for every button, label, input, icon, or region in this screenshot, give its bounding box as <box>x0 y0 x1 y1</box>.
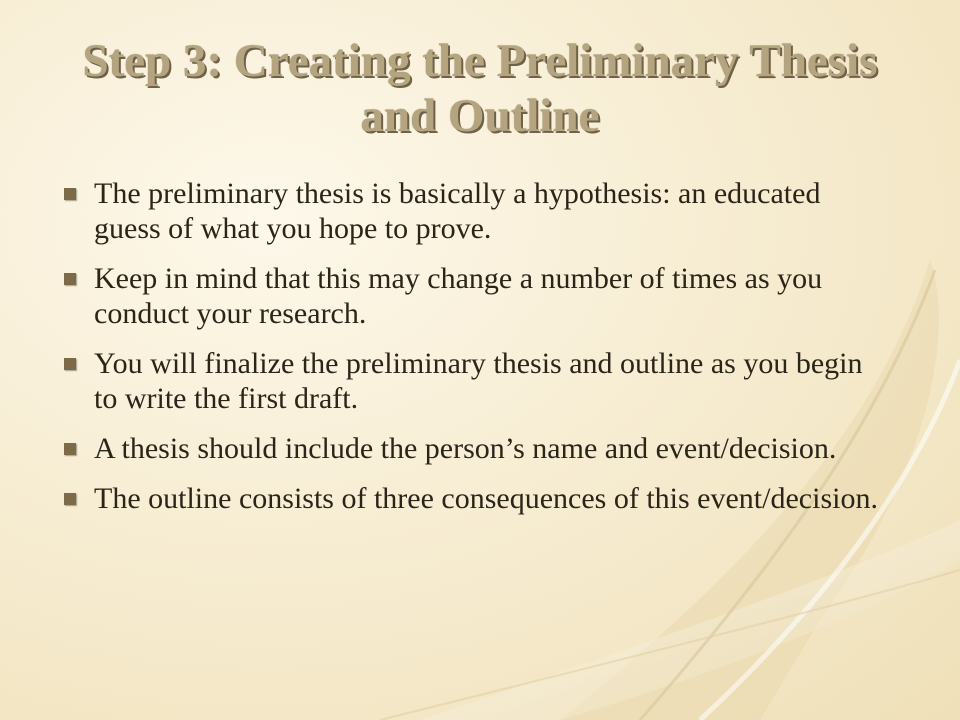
bullet-text: A thesis should include the person’s name and event/decision. <box>94 432 837 465</box>
bullet-text: The outline consists of three consequences of this event/decision. <box>94 482 878 515</box>
bullet-item <box>60 431 890 466</box>
bullet-text: You will finalize the preliminary thesis and outline as you begin to write the first draft. <box>94 347 863 415</box>
bullet-item <box>60 481 890 516</box>
square-bullet-icon <box>64 493 76 505</box>
bullet-item <box>60 346 890 416</box>
bullet-text: The preliminary thesis is basically a hypothesis: an educated guess of what you hope to prove. <box>94 177 821 245</box>
bullet-item <box>60 176 890 246</box>
bullet-text: Keep in mind that this may change a number of times as you conduct your research. <box>94 262 823 330</box>
square-bullet-icon <box>64 273 76 285</box>
square-bullet-icon <box>64 188 76 200</box>
square-bullet-icon <box>64 443 76 455</box>
bullet-item <box>60 261 890 331</box>
bullet-list <box>60 176 890 531</box>
square-bullet-icon <box>64 358 76 370</box>
slide-title: Step 3: Creating the Preliminary Thesis and Outline <box>82 35 878 142</box>
